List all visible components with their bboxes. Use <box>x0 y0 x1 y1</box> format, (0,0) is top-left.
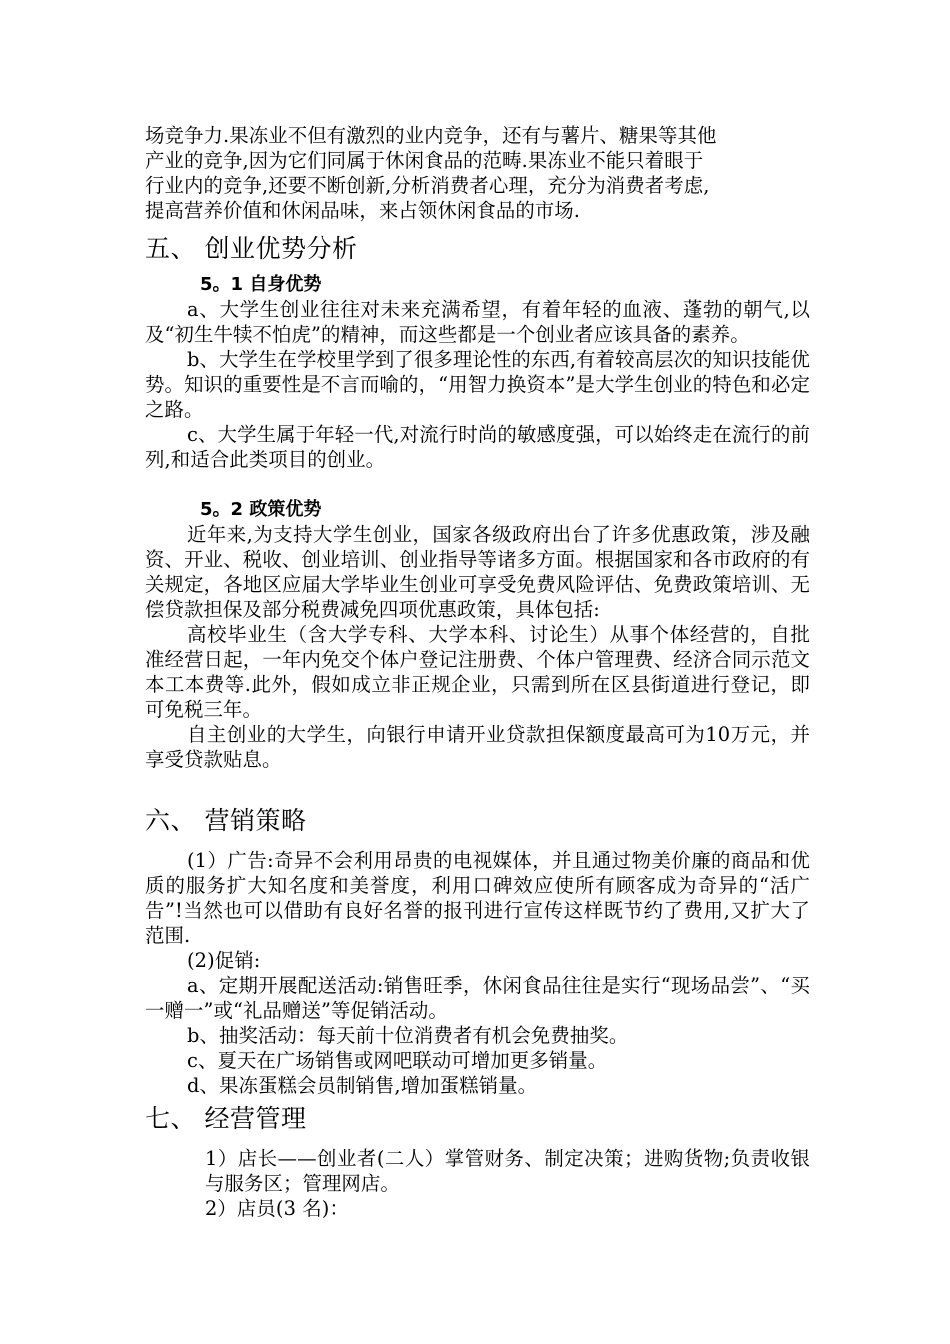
paragraph: b、大学生在学校里学到了很多理论性的东西,有着较高层次的知识技能优势。知识的重要性是不言而喻的，“用智力换资本”是大学生创业的特色和必定之路。 <box>145 348 810 421</box>
paragraph: 自主创业的大学生，向银行申请开业贷款担保额度最高可为10万元，并享受贷款贴息。 <box>145 723 810 771</box>
section-6 <box>145 805 810 837</box>
section-heading: 六、 营销策略 <box>145 806 307 835</box>
section-heading: 五、 创业优势分析 <box>145 234 358 263</box>
section-6-body <box>145 848 810 1098</box>
paragraph: 1）店长——创业者(二人）掌管财务、制定决策；进购货物;负责收银与服务区；管理网店。 <box>205 1147 810 1195</box>
paragraph: d、果冻蛋糕会员制销售,增加蛋糕销量。 <box>187 1074 538 1097</box>
section-7 <box>145 1103 810 1135</box>
paragraph: (1）广告:奇异不会利用昂贵的电视媒体，并且通过物美价廉的商品和优质的服务扩大知名度和美誉度，利用口碑效应使所有顾客成为奇异的“活广告”!当然也可以借助有良好名誉的报刊进行宣传这样既节约了费用,又扩大了范围. <box>145 849 810 947</box>
paragraph: (2)促销: <box>187 949 261 972</box>
paragraph: 2）店员(3 名)： <box>205 1197 349 1220</box>
paragraph: 近年来,为支持大学生创业，国家各级政府出台了许多优惠政策，涉及融资、开业、税收、创业培训、创业指导等诸多方面。根据国家和各市政府的有关规定，各地区应届大学毕业生创业可享受免费风险评估、免费政策培训、无偿贷款担保及部分税费减免四项优惠政策，具体包括: <box>145 523 810 621</box>
section-5 <box>145 233 810 265</box>
section-heading: 七、 经营管理 <box>145 1104 307 1133</box>
paragraph: a、定期开展配送活动:销售旺季，休闲食品往往是实行“现场品尝”、“买一赠一”或“礼品赠送”等促销活动。 <box>145 974 810 1022</box>
paragraph: b、抽奖活动：每天前十位消费者有机会免费抽奖。 <box>187 1024 629 1047</box>
section-7-body <box>145 1146 810 1221</box>
paragraph: c、夏天在广场销售或网吧联动可增加更多销量。 <box>187 1049 608 1072</box>
text-line: 产业的竞争,因为它们同属于休闲食品的范畴.果冻业不能只着眼于 <box>145 149 704 172</box>
text-line: 行业内的竞争,还要不断创新,分析消费者心理，充分为消费者考虑, <box>145 174 710 197</box>
paragraph: c、大学生属于年轻一代,对流行时尚的敏感度强，可以始终走在流行的前列,和适合此类项目的创业。 <box>145 423 810 471</box>
subsection-heading: 5。2 政策优势 <box>200 499 322 520</box>
subsection-heading: 5。1 自身优势 <box>200 274 322 295</box>
subsection-5-2 <box>145 498 810 772</box>
subsection-5-1 <box>145 273 810 472</box>
text-line: 提高营养价值和休闲品味，来占领休闲食品的市场. <box>145 199 581 222</box>
paragraph: 高校毕业生（含大学专科、大学本科、讨论生）从事个体经营的，自批准经营日起，一年内免交个体户登记注册费、个体户管理费、经济合同示范文本工本费等.此外，假如成立非正规企业，只需到所在区县街道进行登记，即可免税三年。 <box>145 623 810 721</box>
text-line: 场竞争力.果冻业不但有激烈的业内竞争，还有与薯片、糖果等其他 <box>145 124 717 147</box>
intro-paragraph <box>145 123 810 223</box>
paragraph: a、大学生创业往往对未来充满希望，有着年轻的血液、蓬勃的朝气,以及“初生牛犊不怕虎”的精神，而这些都是一个创业者应该具备的素养。 <box>145 298 810 346</box>
